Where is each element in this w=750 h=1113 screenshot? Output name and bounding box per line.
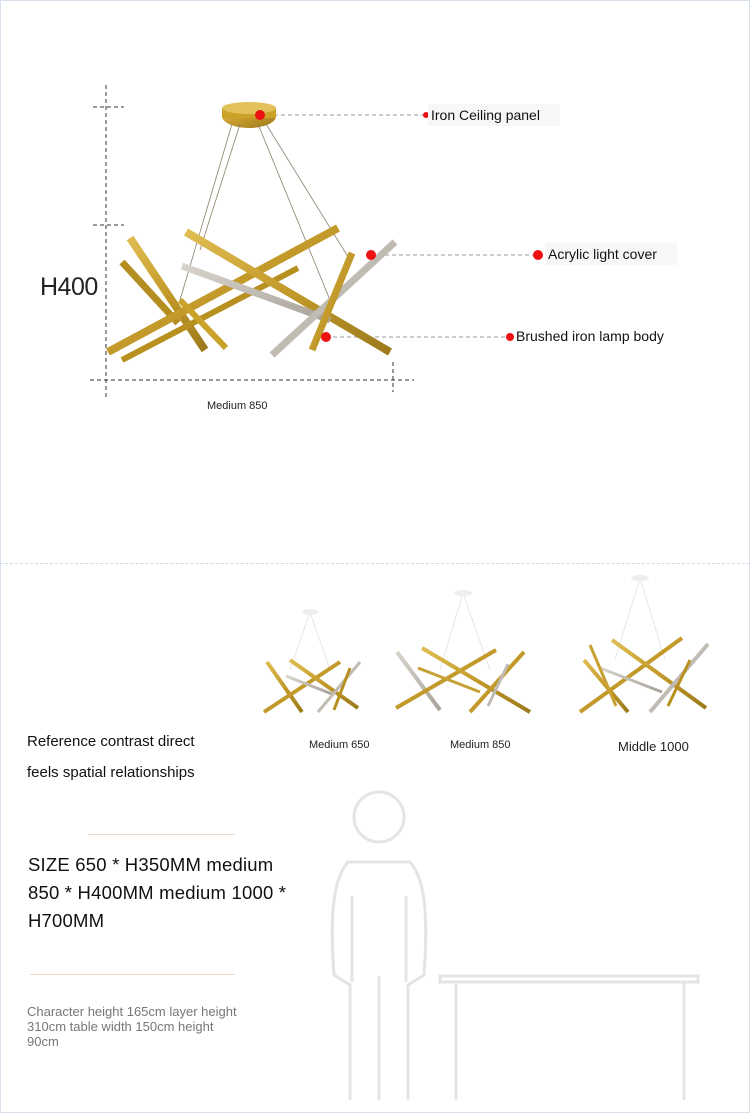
lamp-1000 <box>580 575 708 712</box>
height-dimension-label: H400 <box>40 273 98 301</box>
variant-label-850: Medium 850 <box>450 739 511 751</box>
variant-label-650: Medium 650 <box>309 739 370 751</box>
callout-acrylic-cover: Acrylic light cover <box>545 243 677 265</box>
lamp-850 <box>396 590 530 712</box>
reference-line-1: Reference contrast direct <box>27 733 195 750</box>
callout-lamp-body: Brushed iron lamp body <box>516 328 664 344</box>
table-silhouette-icon <box>440 976 698 1100</box>
divider-rule-top <box>88 834 235 835</box>
callout-ceiling-panel: Iron Ceiling panel <box>428 104 560 126</box>
width-dimension-label: Medium 850 <box>207 400 268 412</box>
ceiling-canopy <box>222 102 276 128</box>
variant-label-1000: Middle 1000 <box>618 739 689 754</box>
section-divider <box>0 563 750 564</box>
lamp-650 <box>264 609 360 712</box>
size-specification: SIZE 650 * H350MM medium 850 * H400MM medium 1000 * H700MM <box>28 854 287 931</box>
reference-line-2: feels spatial relationships <box>27 764 195 781</box>
divider-rule-bottom <box>30 974 235 975</box>
lamp-rods <box>108 228 395 360</box>
human-silhouette-icon <box>332 792 426 1100</box>
character-reference-note: Character height 165cm layer height 310cm table width 150cm height 90cm <box>27 1004 237 1049</box>
